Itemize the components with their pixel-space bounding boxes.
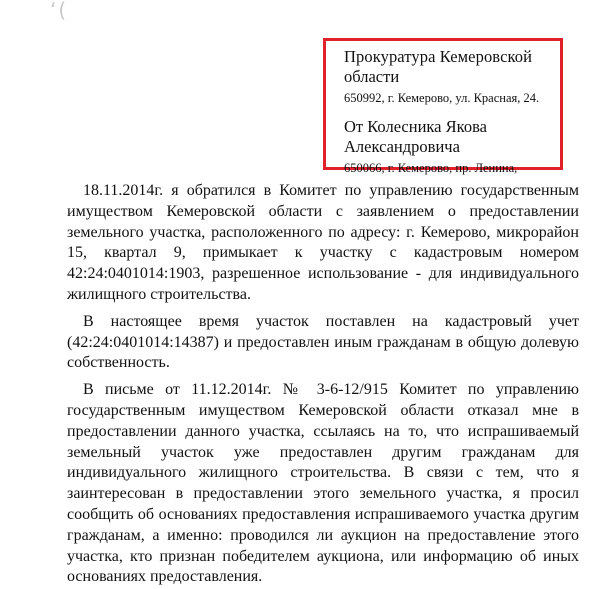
recipient-address: 650992, г. Кемерово, ул. Красная, 24. (344, 91, 540, 105)
paragraph-appeal (67, 181, 579, 306)
sender-name-line-1: От Колесника Якова (344, 117, 487, 136)
paragraph-line: 42:24:0401014:1903, разрешенное использование - для индивидуального (67, 265, 579, 283)
paragraph-line: предоставлении данного участка, ссылаясь на то, что испрашиваемый (67, 422, 579, 440)
paragraph-line: имуществом Кемеровской области с заявлением о предоставлении (67, 202, 579, 220)
paragraph-line: 18.11.2014г. я обратился в Комитет по управлению государственным (83, 182, 579, 199)
addressee-box (323, 38, 563, 175)
scan-artifact-mark: ʻ( (50, 0, 69, 22)
paragraph-line: индивидуального жилищного строительства. В связи с тем, что я (67, 464, 579, 482)
sender-address: 650066, г. Кемерово, пр. Ленина, (344, 161, 518, 175)
recipient-name-line-1: Прокуратура Кемеровской (344, 47, 533, 66)
paragraph-line: жилищного строительства. (67, 285, 251, 303)
paragraph-line: собственность. (67, 354, 170, 372)
paragraph-line: государственным имуществом Кемеровской области отказал мне в (67, 401, 579, 419)
paragraph-line: земельного участка, расположенного по адресу: г. Кемерово, микрорайон (67, 223, 579, 241)
paragraph-line: В письме от 11.12.2014г. № 3-6-12/915 Комитет по управлению (83, 381, 579, 399)
paragraph-refusal-letter (67, 380, 579, 588)
recipient-name-line-2: области (344, 67, 400, 86)
paragraph-line: сообщить об основаниях предоставления испрашиваемого участка другим (67, 505, 579, 523)
paragraph-cadastral-status (67, 312, 579, 374)
paragraph-line: (42:24:0401014:14387) и предоставлен иным гражданам в общую долевую (67, 333, 579, 351)
paragraph-line: участка, кто признан победителем аукциона, или информацию об иных (67, 547, 579, 565)
paragraph-line: В настоящее время участок поставлен на кадастровый учет (83, 312, 579, 330)
addressee-spacer (344, 107, 550, 117)
paragraph-line: земельный участок уже предоставлен другим гражданам для (67, 443, 579, 461)
paragraph-line: 15, квартал 9, примыкает к участку с кадастровым номером (67, 244, 579, 262)
letter-body (67, 181, 579, 589)
paragraph-line: основаниях предоставления. (67, 568, 263, 586)
paragraph-line: заинтересован в предоставлении этого земельного участка, я просил (67, 485, 579, 503)
paragraph-line: гражданам, а именно: проводился ли аукцион на предоставление этого (67, 526, 579, 544)
sender-name-line-2: Александровича (344, 137, 460, 156)
